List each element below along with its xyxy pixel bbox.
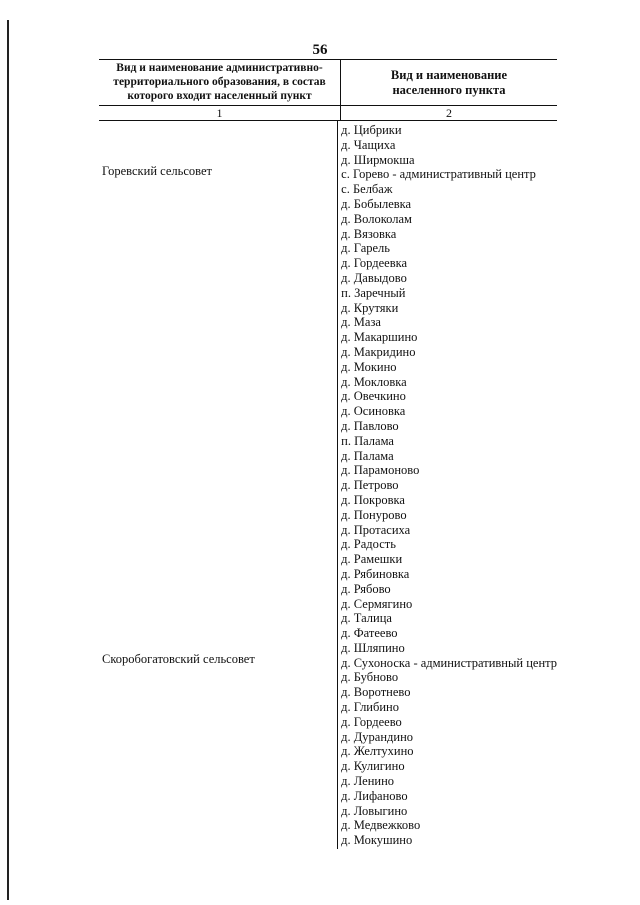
settlement-item: д. Желтухино <box>341 744 414 759</box>
settlement-item: д. Сухоноска - административный центр <box>341 655 557 670</box>
settlement-item: д. Мокино <box>341 359 397 374</box>
settlement-item: д. Павлово <box>341 418 399 433</box>
header-col1-line: территориального образования, в состав <box>113 76 326 88</box>
settlement-item: д. Вязовка <box>341 226 397 241</box>
settlement-item: д. Крутяки <box>341 300 399 315</box>
scan-edge-line <box>7 20 9 900</box>
settlement-item: д. Ленино <box>341 774 395 789</box>
settlement-item: д. Лифаново <box>341 788 408 803</box>
settlement-item: д. Понурово <box>341 507 407 522</box>
council-name: Скоробогатовский сельсовет <box>102 652 255 666</box>
header-col2-line: населенного пункта <box>392 82 506 97</box>
column-number-2: 2 <box>446 106 452 120</box>
settlement-item: п. Палама <box>341 433 394 448</box>
settlement-item: д. Кулигино <box>341 759 405 774</box>
header-col1 <box>99 60 341 105</box>
settlement-item: д. Воротнево <box>341 685 411 700</box>
settlement-item: д. Ширмокша <box>341 152 415 167</box>
settlement-item: д. Ловыгино <box>341 803 408 818</box>
settlement-item: д. Макаршино <box>341 330 418 345</box>
settlement-item: д. Радость <box>341 537 396 552</box>
settlement-item: д. Овечкино <box>341 389 406 404</box>
settlement-item: д. Гордеевка <box>341 256 408 271</box>
council-name: Горевский сельсовет <box>102 164 212 178</box>
settlement-item: д. Фатеево <box>341 626 398 641</box>
settlement-item: д. Бубново <box>341 670 399 685</box>
settlement-item: д. Гордеево <box>341 714 402 729</box>
settlement-item: д. Глибино <box>341 700 399 715</box>
settlement-item: д. Мокловка <box>341 374 407 389</box>
settlement-item: д. Шляпино <box>341 640 405 655</box>
header-col2-line: Вид и наименование <box>390 67 508 82</box>
settlement-item: д. Петрово <box>341 478 399 493</box>
settlement-item: д. Палама <box>341 448 394 463</box>
header-col1-line: Вид и наименование административно- <box>116 62 323 74</box>
settlement-item: д. Талица <box>341 611 392 626</box>
settlement-item: д. Рамешки <box>341 552 403 567</box>
settlement-item: д. Волоколам <box>341 211 412 226</box>
settlement-item: д. Протасиха <box>341 522 411 537</box>
settlement-item: п. Заречный <box>341 285 406 300</box>
settlement-item: д. Рябиновка <box>341 566 410 581</box>
council-column <box>99 121 338 849</box>
settlement-item: д. Медвежково <box>341 818 421 833</box>
settlement-item: с. Горево - административный центр <box>341 167 536 182</box>
header-col1-line: которого входит населенный пункт <box>127 90 312 102</box>
settlement-item: д. Гарель <box>341 241 390 256</box>
settlement-item: д. Бобылевка <box>341 196 412 211</box>
settlement-item: д. Сермягино <box>341 596 413 611</box>
table-body <box>99 121 557 849</box>
settlement-item: д. Покровка <box>341 492 405 507</box>
settlements-table <box>99 59 557 849</box>
column-number-1: 1 <box>99 106 341 120</box>
settlement-item: д. Чащиха <box>341 137 396 152</box>
settlement-item: д. Осиновка <box>341 404 406 419</box>
table-header <box>99 59 557 106</box>
settlement-item: д. Цибрики <box>341 123 402 137</box>
settlement-column <box>338 121 557 849</box>
settlement-item: д. Парамоново <box>341 463 420 478</box>
settlement-item: с. Белбаж <box>341 182 393 197</box>
settlement-item: д. Давыдово <box>341 270 407 285</box>
column-numbers-row <box>99 106 557 121</box>
header-col2 <box>341 60 557 105</box>
settlement-item: д. Рябово <box>341 581 391 596</box>
settlement-item: д. Мокушино <box>341 833 413 848</box>
settlement-item: д. Маза <box>341 315 381 330</box>
page-number: 56 <box>312 42 328 58</box>
settlement-item: д. Дурандино <box>341 729 414 744</box>
settlement-item: д. Макридино <box>341 344 416 359</box>
